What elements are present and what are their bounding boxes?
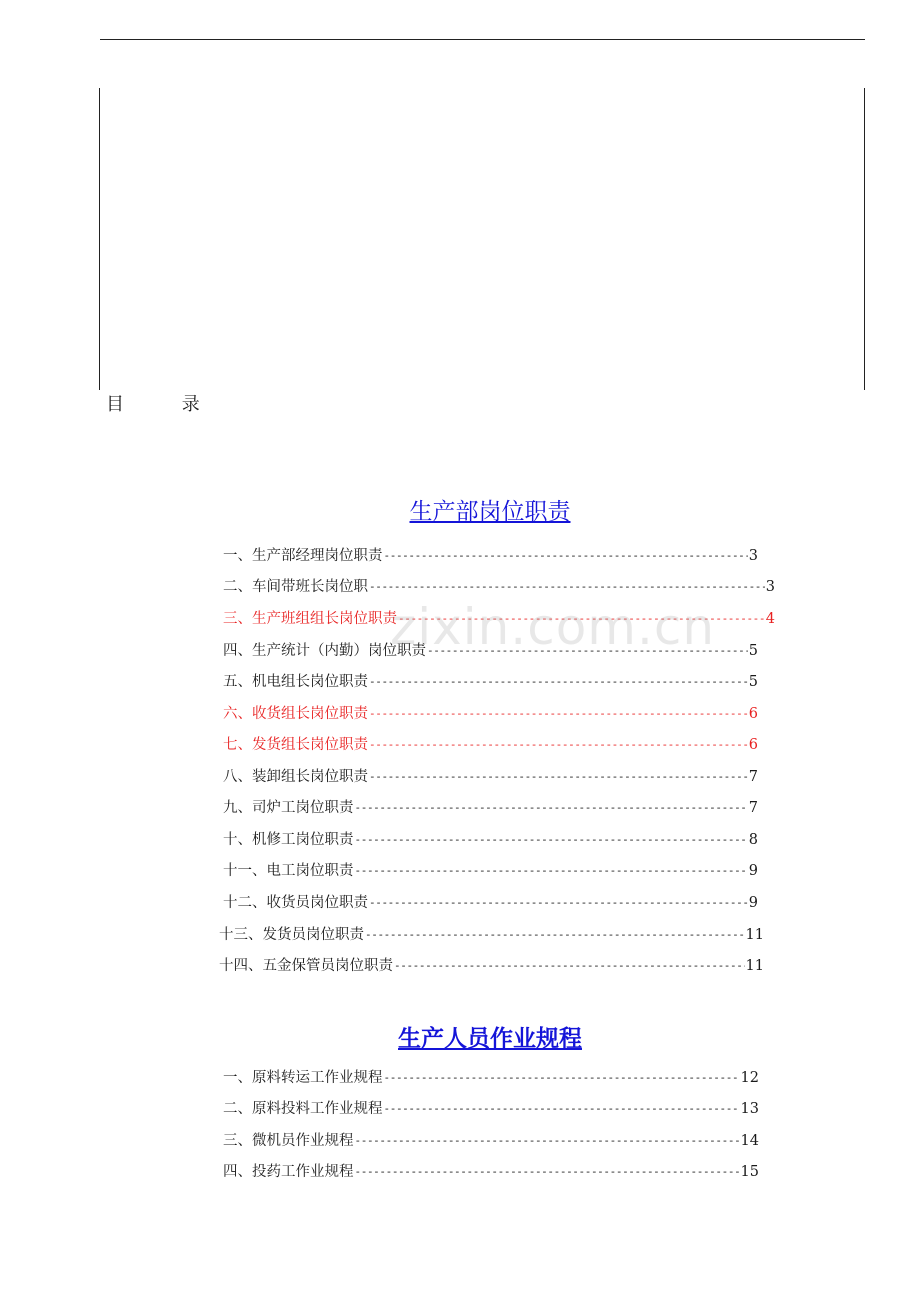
dot-leader	[394, 955, 745, 977]
toc-entry[interactable]	[223, 1098, 759, 1120]
toc-entry-label: 四、生产统计（内勤）岗位职责	[223, 643, 426, 659]
toc-entry-label: 三、微机员作业规程	[223, 1133, 354, 1149]
dot-leader	[369, 734, 748, 756]
toc-entry-page: 6	[748, 737, 758, 753]
toc-entry[interactable]	[223, 1161, 759, 1183]
toc-entry-page: 8	[748, 832, 758, 848]
toc-entry-page: 6	[748, 706, 758, 722]
watermark: zixin.com.cn	[390, 598, 716, 656]
toc-entry[interactable]	[223, 576, 775, 598]
toc-entry-label: 九、司炉工岗位职责	[223, 800, 354, 816]
toc-entry-label: 十四、五金保管员岗位职责	[219, 958, 393, 974]
dot-leader	[384, 1098, 740, 1120]
frame-right-border	[864, 88, 865, 390]
dot-leader	[427, 640, 748, 662]
header-rule	[100, 39, 865, 40]
toc-entry-page: 11	[745, 927, 764, 943]
toc-entry-label: 十、机修工岗位职责	[223, 832, 354, 848]
dot-leader	[369, 576, 765, 598]
toc-entry-label: 四、投药工作业规程	[223, 1164, 354, 1180]
toc-entry[interactable]	[223, 545, 758, 567]
toc-entry-page: 12	[740, 1070, 759, 1086]
section-title-operating-procedures[interactable]: 生产人员作业规程	[398, 1025, 582, 1052]
toc-entry[interactable]	[223, 608, 775, 630]
dot-leader	[355, 860, 748, 882]
toc-entry-page: 3	[765, 579, 775, 595]
toc-entry-page: 5	[748, 674, 758, 690]
toc-entry-label: 十一、电工岗位职责	[223, 863, 354, 879]
toc-entry-label: 五、机电组长岗位职责	[223, 674, 368, 690]
toc-entry[interactable]	[223, 734, 758, 756]
dot-leader	[369, 703, 748, 725]
toc-entry[interactable]	[219, 924, 764, 946]
toc-entry-page: 11	[745, 958, 764, 974]
toc-heading: 目 录	[106, 394, 226, 415]
section-title-job-duties[interactable]: 生产部岗位职责	[409, 499, 571, 525]
dot-leader	[384, 1067, 740, 1089]
toc-entry[interactable]	[219, 955, 764, 977]
toc-entry[interactable]	[223, 703, 758, 725]
toc-entry-page: 14	[740, 1133, 759, 1149]
toc-entry-label: 一、生产部经理岗位职责	[223, 548, 383, 564]
dot-leader	[355, 1130, 740, 1152]
toc-entry[interactable]	[223, 1130, 759, 1152]
toc-entry-label: 八、装卸组长岗位职责	[223, 769, 368, 785]
toc-entry-label: 三、生产班组组长岗位职责	[223, 611, 397, 627]
toc-entry[interactable]	[223, 766, 758, 788]
toc-entry[interactable]	[223, 1067, 759, 1089]
dot-leader	[355, 1161, 740, 1183]
toc-entry-label: 十三、发货员岗位职责	[219, 927, 364, 943]
toc-entry-label: 十二、收货员岗位职责	[223, 895, 368, 911]
toc-entry-page: 9	[748, 895, 758, 911]
dot-leader	[398, 608, 765, 630]
dot-leader	[365, 924, 745, 946]
dot-leader	[355, 829, 748, 851]
toc-entry-page: 7	[748, 800, 758, 816]
toc-entry[interactable]	[223, 797, 758, 819]
toc-entry-page: 4	[765, 611, 775, 627]
toc-entry-page: 15	[740, 1164, 759, 1180]
toc-entry-label: 二、车间带班长岗位职	[223, 579, 368, 595]
frame-left-border	[99, 88, 100, 390]
toc-entry[interactable]	[223, 892, 758, 914]
dot-leader	[384, 545, 748, 567]
toc-entry-page: 9	[748, 863, 758, 879]
toc-entry-page: 3	[748, 548, 758, 564]
toc-entry[interactable]	[223, 860, 758, 882]
toc-entry-label: 二、原料投料工作业规程	[223, 1101, 383, 1117]
toc-entry[interactable]	[223, 671, 758, 693]
toc-entry-page: 13	[740, 1101, 759, 1117]
dot-leader	[369, 892, 748, 914]
toc-entry-page: 7	[748, 769, 758, 785]
dot-leader	[355, 797, 748, 819]
dot-leader	[369, 671, 748, 693]
toc-entry-label: 六、收货组长岗位职责	[223, 706, 368, 722]
toc-entry[interactable]	[223, 829, 758, 851]
toc-entry-label: 七、发货组长岗位职责	[223, 737, 368, 753]
toc-entry[interactable]	[223, 640, 758, 662]
toc-entry-page: 5	[748, 643, 758, 659]
dot-leader	[369, 766, 748, 788]
toc-entry-label: 一、原料转运工作业规程	[223, 1070, 383, 1086]
